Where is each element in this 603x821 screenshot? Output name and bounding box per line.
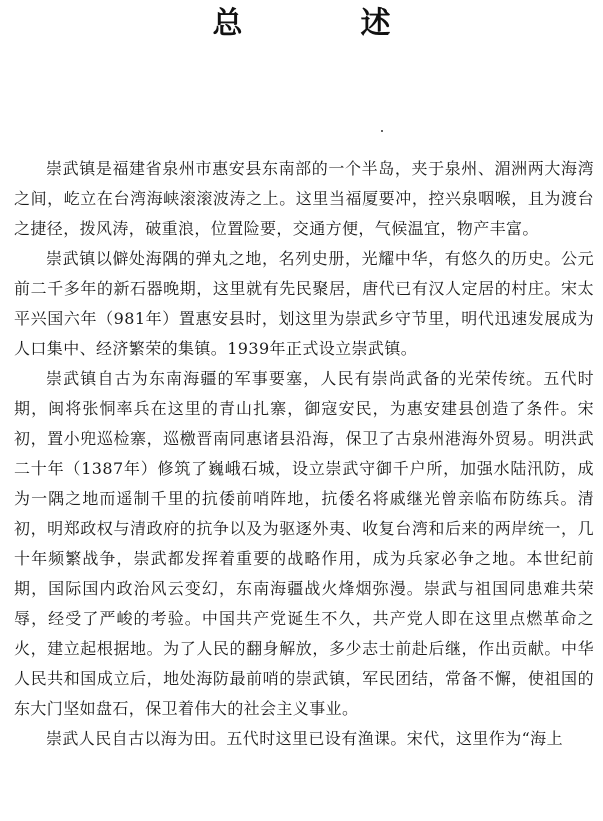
paragraph-military: 崇武镇自古为东南海疆的军事要塞，人民有崇尚武备的光荣传统。五代时期，闽将张恫率兵在这里的青山扎寨，御寇安民，为惠安建县创造了条件。宋初，置小兜巡检寨，巡檄晋南同惠诸县沿海，保卫了古泉州港海外贸易。明洪武二十年（1387年）修筑了巍峨石城，设立崇武守御千户所，加强水陆汛防，成为一隅之地而遥制千里的抗倭前哨阵地，抗倭名将戚继光曾亲临布防练兵。清初，明郑政权与清政府的抗争以及为驱逐外夷、收复台湾和后来的两岸统一，几十年频繁战争，崇武都发挥着重要的战略作用，成为兵家必争之地。本世纪前期，国际国内政治风云变幻，东南海疆战火烽烟弥漫。崇武与祖国同患难共荣辱，经受了严峻的考验。中国共产党诞生不久，共产党人即在这里点燃革命之火，建立起根据地。为了人民的翻身解放，多少志士前赴后继，作出贡献。中华人民共和国成立后，地处海防最前哨的崇武镇，军民团结，常备不懈，使祖国的东大门坚如盘石，保卫着伟大的社会主义事业。 [14,369,594,718]
paragraph-history: 崇武镇以僻处海隅的弹丸之地，名列史册，光耀中华，有悠久的历史。公元前二千多年的新石器晚期，这里就有先民聚居，唐代已有汉人定居的村庄。宋太平兴国六年（981年）置惠安县时，划这里为崇武乡守节里，明代迅速发展成为人口集中、经济繁荣的集镇。1939年正式设立崇武镇。 [14,249,594,358]
page-title: 总 述 [212,6,435,41]
body-text [14,154,594,754]
paragraph-fishery: 崇武人民自古以海为田。五代时这里已设有渔课。宋代，这里作为“海上 [46,729,563,748]
paragraph-overview-location: 崇武镇是福建省泉州市惠安县东南部的一个半岛，夹于泉州、湄洲两大海湾之间，屹立在台湾海峡滚滚波涛之上。这里当福厦要冲，控兴泉咽喉，且为渡台之捷径，拨风涛，破重浪，位置险要，交通方便，气候温宜，物产丰富。 [14,159,594,238]
print-speck [381,130,383,132]
